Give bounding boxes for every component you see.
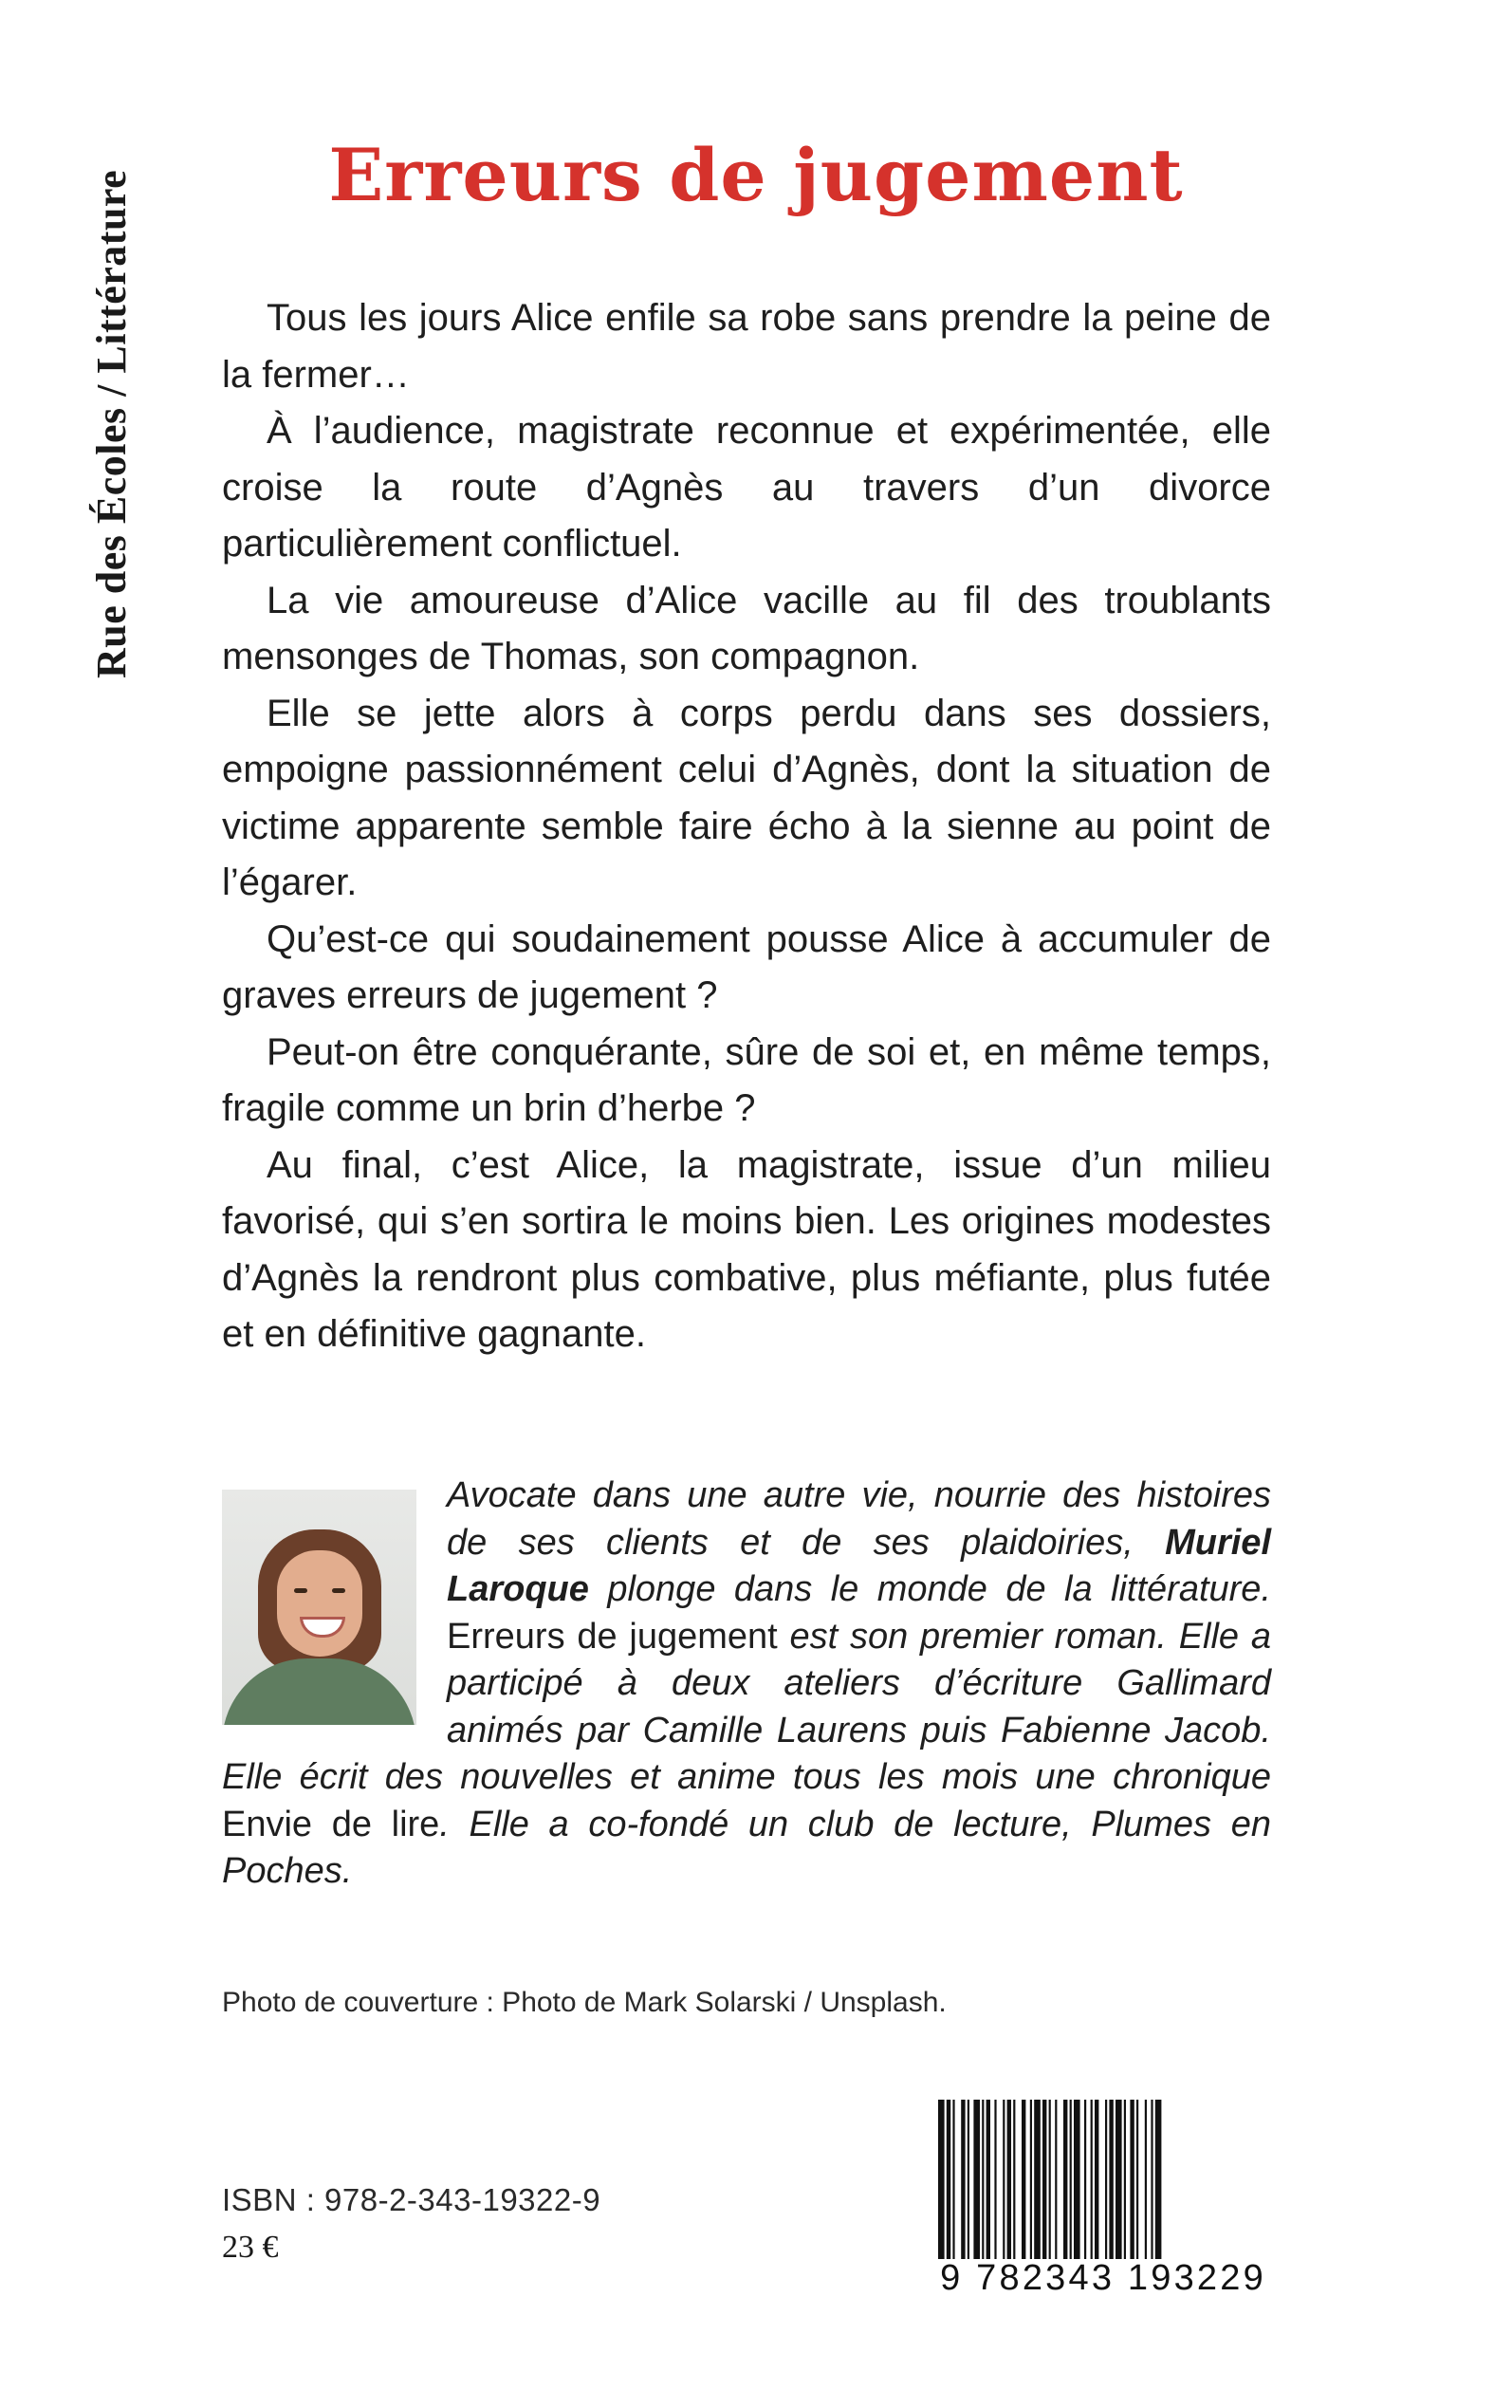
blurb-paragraph: À l’audience, magistrate reconnue et expérimentée, elle croise la route d’Agnès au travers d’un divorce particulièrement conflictuel. (222, 410, 1271, 565)
spine-collection-label: Rue des Écoles / Littérature (88, 169, 135, 678)
photo-credit: Photo de couverture : Photo de Mark Solarski / Unsplash. (222, 1987, 947, 2018)
blurb-paragraph: Au final, c’est Alice, la magistrate, issue d’un milieu favorisé, qui s’en sortira le moins bien. Les origines modestes d’Agnès la rendront plus combative, plus méfiante, plus futée et en définitive gagnante. (222, 1143, 1271, 1355)
blurb-paragraph: La vie amoureuse d’Alice vacille au fil des troublants mensonges de Thomas, son compagnon. (222, 579, 1271, 677)
author-bio-text: est son premier roman. Elle a participé à deux ateliers d’écriture Gallimard animés par Camille Laurens puis Fabienne Jacob. Elle écrit des nouvelles et anime tous les mois une chronique (222, 1616, 1271, 1797)
book-title: Erreurs de jugement (328, 133, 1184, 217)
author-bio-text: plonge dans le monde de la littérature. (588, 1569, 1271, 1609)
author-photo (222, 1490, 416, 1725)
barcode (934, 2100, 1272, 2280)
author-bio-chronicle: Envie de lire (222, 1804, 440, 1844)
blurb-paragraph: Qu’est-ce qui soudainement pousse Alice à accumuler de graves erreurs de jugement ? (222, 917, 1271, 1016)
author-bio-text: . Elle a co-fondé un club de lecture, Plumes en Poches. (222, 1804, 1271, 1891)
blurb-paragraph: Peut-on être conquérante, sûre de soi et, en même temps, fragile comme un brin d’herbe ? (222, 1030, 1271, 1129)
author-name: Muriel Laroque (447, 1522, 1271, 1609)
price: 23 € (222, 2230, 279, 2265)
back-cover-blurb (222, 290, 1271, 1363)
blurb-paragraph: Tous les jours Alice enfile sa robe sans prendre la peine de la fermer… (222, 297, 1271, 396)
author-section (222, 1473, 1271, 1896)
author-bio-book-title: Erreurs de jugement (447, 1616, 778, 1657)
isbn: ISBN : 978-2-343-19322-9 (222, 2182, 601, 2217)
barcode-digits: 9 782343 193229 (940, 2258, 1266, 2298)
blurb-paragraph: Elle se jette alors à corps perdu dans ses dossiers, empoigne passionnément celui d’Agnès, dont la situation de victime apparente semble faire écho à la sienne au point de l’égarer. (222, 692, 1271, 903)
author-bio-text: Avocate dans une autre vie, nourrie des histoires de ses clients et de ses plaidoiries, (447, 1475, 1271, 1563)
